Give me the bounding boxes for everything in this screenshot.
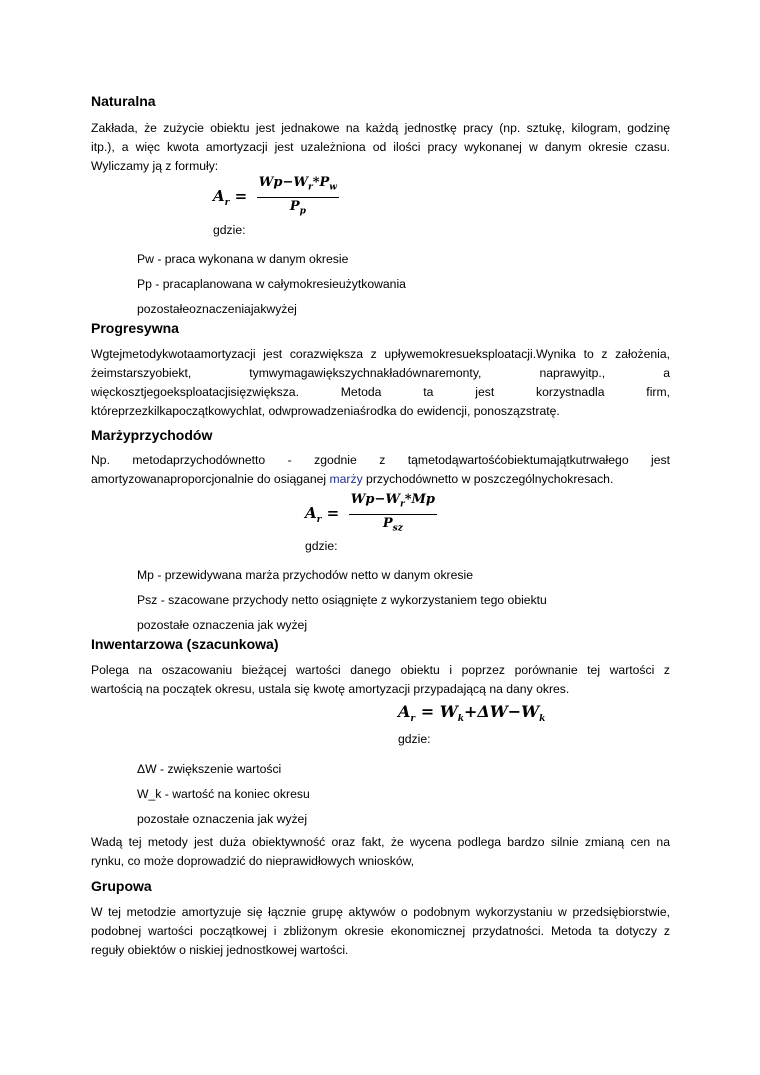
text-line: Np. metodaprzychodównetto - zgodnie z tąmetodąwartośćobiektumajątkutrwałego jest (91, 453, 670, 467)
paragraph-progresywna (91, 345, 670, 421)
highlighted-word: marży (329, 472, 363, 486)
heading-grupowa: Grupowa (91, 878, 152, 894)
text-line: żeimstarszyobiekt, tymwymagawiększychnakładównaremonty, naprawyitp., a (91, 366, 670, 380)
list-item: ΔW - zwiększenie wartości (137, 762, 282, 776)
text-line: więckosztjegoeksploatacjisięzwiększa. Metoda ta jest korzystnadla firm, (91, 385, 670, 399)
text-line: W tej metodzie amortyzuje się łącznie grupę aktywów o podobnym wykorzystaniu w przedsiębiorstwie, (91, 905, 670, 919)
text-line: Wyliczamy ją z formuły: (91, 159, 219, 173)
list-item: W_k - wartość na koniec okresu (137, 787, 310, 801)
gdzie-label: gdzie: (213, 223, 246, 237)
paragraph-naturalna (91, 119, 670, 176)
text-line: itp.), a więc kwota amortyzacji jest uzależniona od ilości pracy wykonanej w danym okresie czasu. (91, 140, 670, 154)
text-line: podobnej wartości początkowej i zbliżonym okresie ekonomicznej przydatności. Metoda ta dotyczy z (91, 924, 670, 938)
list-item: pozostałe oznaczenia jak wyżej (137, 812, 308, 826)
text-line: któreprzezkilkapoczątkowychlat, odwprowadzeniaśrodka do ewidencji, ponoszązstratę. (91, 404, 560, 418)
heading-inwentarzowa: Inwentarzowa (szacunkowa) (91, 636, 279, 652)
heading-progresywna: Progresywna (91, 320, 179, 336)
list-item: Pp - pracaplanowana w całymokresieużytkowania (137, 277, 406, 291)
list-item: pozostałe oznaczenia jak wyżej (137, 618, 308, 632)
paragraph-grupowa (91, 903, 670, 960)
list-item: pozostałeoznaczeniajakwyżej (137, 302, 297, 316)
text-line: wartością na początek okresu, ustala się kwotę amortyzacji przypadającą na dany okres. (91, 682, 570, 696)
text-line: Wadą tej metody jest duża obiektywność oraz fakt, że wycena podlega bardzo silnie zmianą cen na (91, 835, 670, 849)
paragraph-inwentarzowa (91, 661, 670, 699)
heading-naturalna: Naturalna (91, 93, 156, 109)
list-item: Mp - przewidywana marża przychodów netto w danym okresie (137, 568, 473, 582)
text-line: reguły obiektów o niskiej jednostkowej wartości. (91, 943, 349, 957)
gdzie-label: gdzie: (305, 539, 338, 553)
text-line: amortyzowanaproporcjonalnie do osiąganej marży przychodównetto w poszczególnychokresach. (91, 472, 614, 486)
heading-marzy: Marżyprzychodów (91, 427, 213, 443)
text-line: Wgtejmetodykwotaamortyzacji jest corazwiększa z upływemokresueksploatacji.Wynika to z założenia, (91, 347, 670, 361)
list-item: Psz - szacowane przychody netto osiągnięte z wykorzystaniem tego obiektu (137, 593, 547, 607)
formula-inwentarzowa: $A_r = W_k+\Delta W-W_k$ (398, 702, 546, 725)
formula-marzy: $A_r$ = $\frac{Wp-W_r*Mp}{P_{sz}}$ (305, 492, 435, 534)
text-line: Polega na oszacowaniu bieżącej wartości danego obiektu i poprzez porównanie tej wartości z (91, 663, 670, 677)
paragraph-marzy (91, 451, 670, 489)
list-item: Pw - praca wykonana w danym okresie (137, 252, 349, 266)
formula-naturalna: $A_r$ = $\frac{Wp-W_r*P_w}{P_p}$ (213, 175, 338, 217)
paragraph-inwentarzowa-note (91, 833, 670, 871)
gdzie-label: gdzie: (398, 732, 431, 746)
text-line: Zakłada, że zużycie obiektu jest jednakowe na każdą jednostkę pracy (np. sztukę, kilogram, godzinę (91, 121, 670, 135)
text-line: rynku, co może doprowadzić do nieprawidłowych wniosków, (91, 854, 415, 868)
